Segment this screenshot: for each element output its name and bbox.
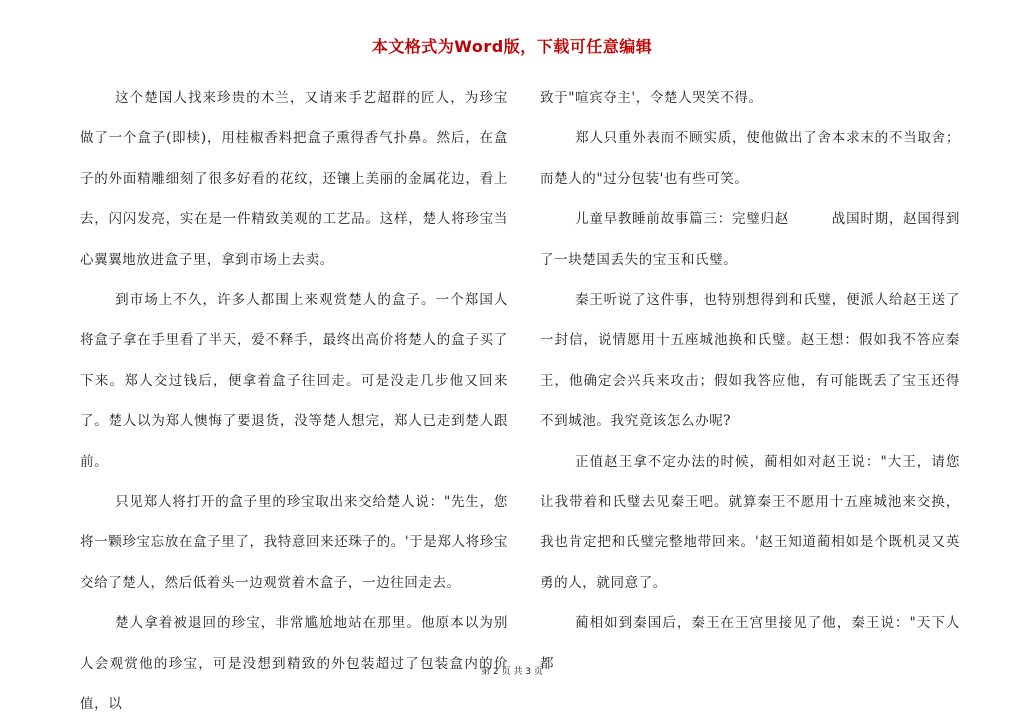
paragraph: 蔺相如到秦国后，秦王在王宫里接见了他，秦王说："天下人都: [540, 615, 960, 672]
paragraph: 正值赵王拿不定办法的时候，蔺相如对赵王说："大王，请您让我带着和氏璧去见秦王吧。就算秦王不愿用十五座城池来交换，我也肯定把和氏璧完整地带回来。'赵王知道蔺相如是个既机灵又英勇的人，就同意了。: [540, 453, 960, 591]
paragraph-continuation: 致于"喧宾夺主'，令楚人哭笑不得。: [540, 90, 763, 106]
right-text-column: [540, 78, 960, 684]
paragraph: 秦王听说了这件事，也特别想得到和氏璧，便派人给赵王送了一封信，说情愿用十五座城池换和氏璧。赵王想：假如我不答应秦王，他确定会兴兵来攻击；假如我答应他，有可能既丢了宝玉还得不到城池。我究竟该怎么办呢?: [540, 292, 960, 430]
paragraph: 楚人拿着被退回的珍宝，非常尴尬地站在那里。他原本以为别人会观赏他的珍宝，可是没想到精致的外包装超过了包装盒内的价值，以: [80, 615, 508, 713]
paragraph: 这个楚国人找来珍贵的木兰，又请来手艺超群的匠人，为珍宝做了一个盒子(即椟)，用桂椒香料把盒子熏得香气扑鼻。然后，在盒子的外面精雕细刻了很多好看的花纹，还镶上美丽的金属花边，看上去，闪闪发亮，实在是一件精致美观的工艺品。这样，楚人将珍宝当心翼翼地放进盒子里，拿到市场上去卖。: [80, 90, 508, 268]
left-text-column: [80, 78, 508, 725]
page-number: 第 2 页 共 3 页: [481, 667, 543, 677]
paragraph: 只见郑人将打开的盒子里的珍宝取出来交给楚人说："先生，您将一颗珍宝忘放在盒子里了，我特意回来还珠子的。'于是郑人将珍宝交给了楚人，然后低着头一边观赏着木盒子，一边往回走去。: [80, 494, 508, 591]
paragraph: 郑人只重外表而不顾实质，使他做出了舍本求末的不当取舍；而楚人的"过分包装'也有些可笑。: [540, 130, 960, 187]
paragraph: 到市场上不久，许多人都围上来观赏楚人的盒子。一个郑国人将盒子拿在手里看了半天，爱不释手，最终出高价将楚人的盒子买了下来。郑人交过钱后，便拿着盒子往回走。可是没走几步他又回来了。楚人以为郑人懊悔了要退货，没等楚人想完，郑人已走到楚人跟前。: [80, 292, 508, 470]
document-banner: 本文格式为Word版，下载可任意编辑: [371, 37, 653, 56]
paragraph: 儿童早教睡前故事篇三：完璧归赵 战国时期，赵国得到了一块楚国丢失的宝玉和氏璧。: [540, 211, 960, 268]
